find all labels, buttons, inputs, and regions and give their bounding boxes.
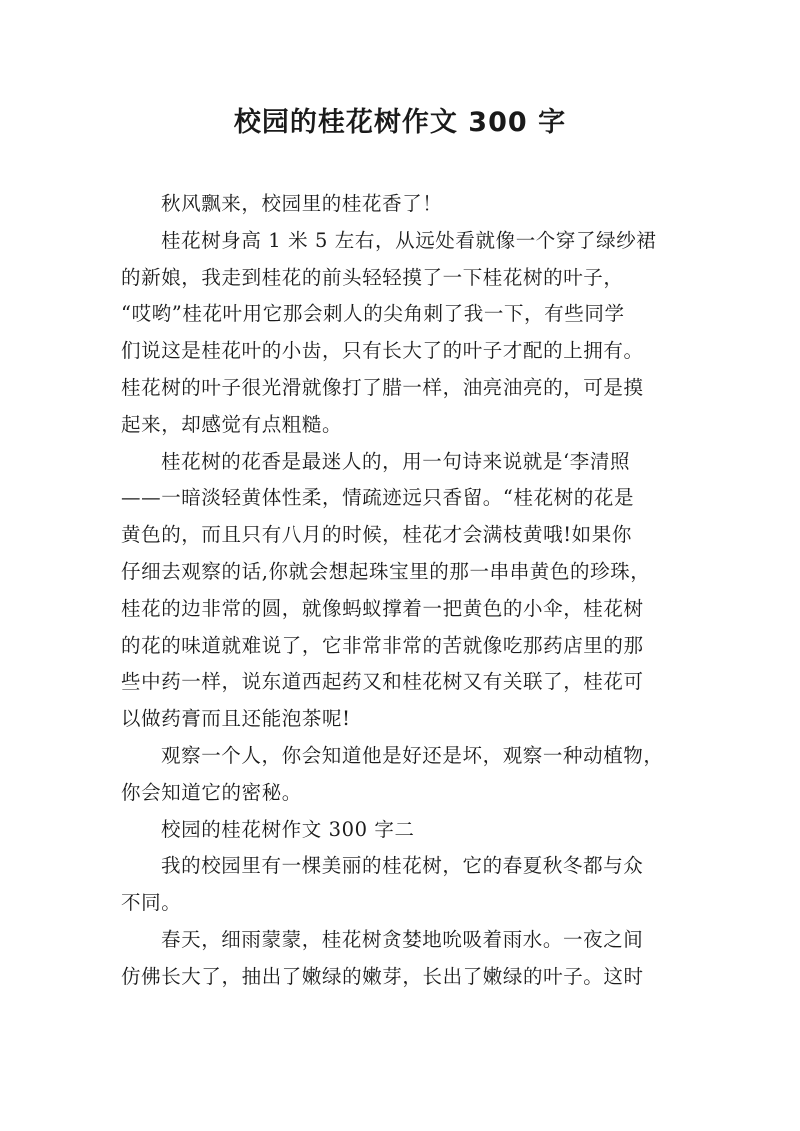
text-line: 们说这是桂花叶的小齿，只有长大了的叶子才配的上拥有。 bbox=[121, 339, 644, 363]
text-line: 春天，细雨蒙蒙，桂花树贪婪地吮吸着雨水。一夜之间 bbox=[161, 927, 644, 951]
text-line: 桂花树身高 1 米 5 左右，从远处看就像一个穿了绿纱裙 bbox=[161, 228, 657, 252]
paragraph-1 bbox=[121, 186, 693, 223]
text-line: 些中药一样，说东道西起药又和桂花树又有关联了，桂花可 bbox=[121, 670, 644, 694]
paragraph-3 bbox=[121, 444, 693, 738]
text-line: 仔细去观察的话,你就会想起珠宝里的那一串串黄色的珍珠， bbox=[121, 559, 651, 583]
text-line: 校园的桂花树作文 300 字二 bbox=[161, 817, 415, 841]
text-line: ——一暗淡轻黄体性柔，情疏迹远只香留。“桂花树的花是 bbox=[121, 486, 635, 510]
paragraph-7 bbox=[121, 922, 693, 996]
text-line: 的新娘，我走到桂花的前头轻轻摸了一下桂花树的叶子， bbox=[121, 265, 624, 289]
text-line: 起来，却感觉有点粗糙。 bbox=[121, 412, 343, 436]
text-line: 秋风飘来，校园里的桂花香了！ bbox=[161, 192, 443, 215]
document-body bbox=[121, 186, 693, 996]
text-line: 的花的味道就难说了，它非常非常的苦就像吃那药店里的那 bbox=[121, 633, 644, 657]
document-title: 校园的桂花树作文 300 字 bbox=[233, 107, 567, 138]
text-line: 桂花树的花香是最迷人的，用一句诗来说就是‘李清照 bbox=[161, 449, 631, 473]
paragraph-2 bbox=[121, 223, 693, 444]
text-line: 以做药膏而且还能泡茶呢! bbox=[121, 707, 351, 731]
text-line: 你会知道它的密秘。 bbox=[121, 780, 302, 804]
text-line: 桂花的边非常的圆，就像蚂蚁撑着一把黄色的小伞，桂花树 bbox=[121, 596, 644, 620]
text-line: 桂花树的叶子很光滑就像打了腊一样，油亮油亮的，可是摸 bbox=[121, 375, 644, 399]
text-line: 我的校园里有一棵美丽的桂花树，它的春夏秋冬都与众 bbox=[161, 854, 644, 878]
subheading-paragraph bbox=[121, 812, 693, 849]
paragraph-6 bbox=[121, 848, 693, 922]
text-line: 观察一个人，你会知道他是好还是坏，观察一种动植物， bbox=[161, 743, 664, 767]
text-line: 不同。 bbox=[121, 891, 182, 915]
text-line: “哎哟”桂花叶用它那会刺人的尖角刺了我一下，有些同学 bbox=[121, 302, 625, 326]
paragraph-4 bbox=[121, 738, 693, 812]
text-line: 仿佛长大了，抽出了嫩绿的嫩芽，长出了嫩绿的叶子。这时 bbox=[121, 964, 644, 988]
text-line: 黄色的，而且只有八月的时候，桂花才会满枝黄哦!如果你 bbox=[121, 523, 632, 547]
